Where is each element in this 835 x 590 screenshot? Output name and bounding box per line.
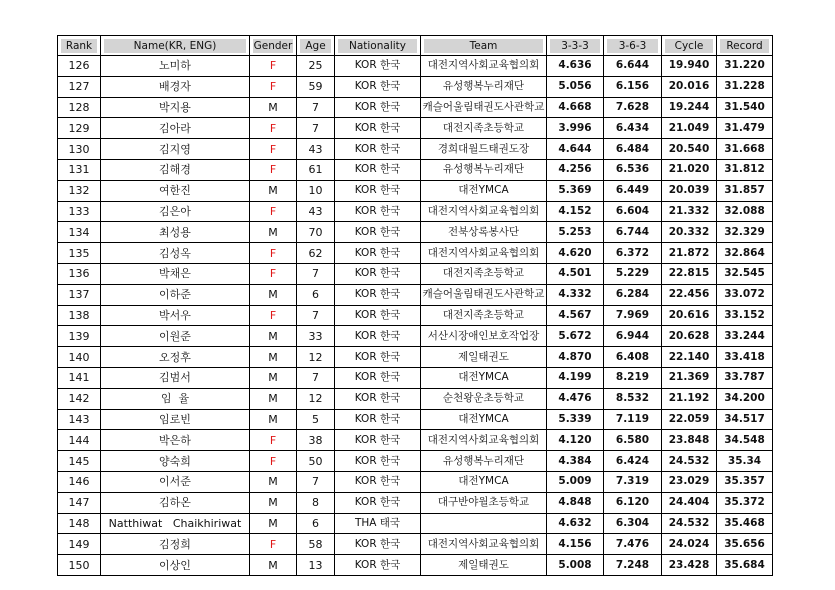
name-cell: 김범서 — [101, 367, 250, 388]
split-363-cell: 6.372 — [604, 243, 662, 264]
rank-cell: 139 — [58, 326, 101, 347]
gender-cell: F — [250, 56, 297, 77]
table-row — [58, 76, 773, 97]
cycle-cell: 21.192 — [662, 388, 717, 409]
split-363-cell: 5.229 — [604, 263, 662, 284]
table-row — [58, 471, 773, 492]
nationality-cell: KOR 한국 — [335, 326, 421, 347]
table-row — [58, 367, 773, 388]
record-cell: 31.479 — [717, 118, 773, 139]
gender-cell: F — [250, 139, 297, 160]
table-row — [58, 263, 773, 284]
team-cell: 대전지족초등학교 — [421, 118, 547, 139]
cycle-cell: 21.369 — [662, 367, 717, 388]
split-333-cell: 5.008 — [547, 555, 604, 576]
nationality-cell: KOR 한국 — [335, 263, 421, 284]
header-cell — [717, 36, 773, 56]
team-cell: 대구반야월초등학교 — [421, 492, 547, 513]
split-333-cell: 5.339 — [547, 409, 604, 430]
table-row — [58, 222, 773, 243]
team-cell: 유성행복누리재단 — [421, 451, 547, 472]
header-cell — [662, 36, 717, 56]
record-cell: 32.329 — [717, 222, 773, 243]
nationality-cell: KOR 한국 — [335, 139, 421, 160]
rank-cell: 138 — [58, 305, 101, 326]
table-row — [58, 326, 773, 347]
header-cell — [101, 36, 250, 56]
rank-cell: 141 — [58, 367, 101, 388]
cycle-cell: 22.059 — [662, 409, 717, 430]
split-333-cell: 4.384 — [547, 451, 604, 472]
split-363-cell: 6.536 — [604, 159, 662, 180]
record-cell: 33.152 — [717, 305, 773, 326]
team-cell: 대전지역사회교육협의회 — [421, 534, 547, 555]
header-cell — [58, 36, 101, 56]
name-cell: 최성용 — [101, 222, 250, 243]
rank-cell: 126 — [58, 56, 101, 77]
record-cell: 32.088 — [717, 201, 773, 222]
table-row — [58, 347, 773, 368]
table-row — [58, 56, 773, 77]
rank-cell: 130 — [58, 139, 101, 160]
split-333-cell: 4.476 — [547, 388, 604, 409]
table-row — [58, 534, 773, 555]
nationality-cell: KOR 한국 — [335, 409, 421, 430]
header-cell — [250, 36, 297, 56]
age-cell: 13 — [297, 555, 335, 576]
cycle-cell: 24.532 — [662, 513, 717, 534]
split-333-cell: 4.152 — [547, 201, 604, 222]
header-record: Record — [720, 39, 769, 53]
rank-cell: 144 — [58, 430, 101, 451]
rank-cell: 137 — [58, 284, 101, 305]
split-333-cell: 5.672 — [547, 326, 604, 347]
record-cell: 31.812 — [717, 159, 773, 180]
table-row — [58, 243, 773, 264]
team-cell: 대전YMCA — [421, 471, 547, 492]
age-cell: 25 — [297, 56, 335, 77]
header-333: 3-3-3 — [550, 39, 600, 53]
cycle-cell: 22.815 — [662, 263, 717, 284]
age-cell: 7 — [297, 97, 335, 118]
header-cell — [604, 36, 662, 56]
split-333-cell: 4.632 — [547, 513, 604, 534]
cycle-cell: 22.140 — [662, 347, 717, 368]
nationality-cell: KOR 한국 — [335, 97, 421, 118]
cycle-cell: 23.029 — [662, 471, 717, 492]
team-cell: 대전지역사회교육협의회 — [421, 430, 547, 451]
record-cell: 31.857 — [717, 180, 773, 201]
split-333-cell: 4.156 — [547, 534, 604, 555]
name-cell: 김아라 — [101, 118, 250, 139]
gender-cell: M — [250, 326, 297, 347]
split-363-cell: 6.408 — [604, 347, 662, 368]
name-cell: 김지영 — [101, 139, 250, 160]
name-cell: 여한진 — [101, 180, 250, 201]
split-333-cell: 4.870 — [547, 347, 604, 368]
team-cell: 서산시장애인보호작업장 — [421, 326, 547, 347]
name-cell: 김성옥 — [101, 243, 250, 264]
nationality-cell: KOR 한국 — [335, 159, 421, 180]
record-cell: 31.540 — [717, 97, 773, 118]
split-363-cell: 6.120 — [604, 492, 662, 513]
team-cell: 대전지족초등학교 — [421, 263, 547, 284]
split-363-cell: 8.219 — [604, 367, 662, 388]
nationality-cell: KOR 한국 — [335, 492, 421, 513]
split-363-cell: 6.944 — [604, 326, 662, 347]
table-body — [58, 56, 773, 576]
name-cell: 이상인 — [101, 555, 250, 576]
cycle-cell: 21.049 — [662, 118, 717, 139]
split-333-cell: 5.009 — [547, 471, 604, 492]
header-cell — [421, 36, 547, 56]
cycle-cell: 21.020 — [662, 159, 717, 180]
name-cell: 노미하 — [101, 56, 250, 77]
gender-cell: M — [250, 284, 297, 305]
record-cell: 35.34 — [717, 451, 773, 472]
age-cell: 7 — [297, 305, 335, 326]
nationality-cell: KOR 한국 — [335, 534, 421, 555]
team-cell: 경희대월드태권도장 — [421, 139, 547, 160]
team-cell — [421, 513, 547, 534]
rank-cell: 128 — [58, 97, 101, 118]
cycle-cell: 20.616 — [662, 305, 717, 326]
split-333-cell: 4.848 — [547, 492, 604, 513]
team-cell: 순천왕운초등학교 — [421, 388, 547, 409]
gender-cell: M — [250, 180, 297, 201]
age-cell: 7 — [297, 471, 335, 492]
name-cell: 김정희 — [101, 534, 250, 555]
record-cell: 31.220 — [717, 56, 773, 77]
gender-cell: F — [250, 263, 297, 284]
rank-cell: 135 — [58, 243, 101, 264]
table-row — [58, 492, 773, 513]
split-333-cell: 4.567 — [547, 305, 604, 326]
name-cell: 김은아 — [101, 201, 250, 222]
gender-cell: M — [250, 555, 297, 576]
nationality-cell: KOR 한국 — [335, 367, 421, 388]
name-cell: 이원준 — [101, 326, 250, 347]
age-cell: 7 — [297, 118, 335, 139]
gender-cell: M — [250, 347, 297, 368]
gender-cell: F — [250, 243, 297, 264]
team-cell: 대전지족초등학교 — [421, 305, 547, 326]
team-cell: 유성행복누리재단 — [421, 76, 547, 97]
gender-cell: F — [250, 305, 297, 326]
team-cell: 제일태권도 — [421, 347, 547, 368]
name-cell: 박채은 — [101, 263, 250, 284]
nationality-cell: KOR 한국 — [335, 56, 421, 77]
split-333-cell: 5.056 — [547, 76, 604, 97]
split-333-cell: 4.668 — [547, 97, 604, 118]
age-cell: 58 — [297, 534, 335, 555]
record-cell: 31.668 — [717, 139, 773, 160]
nationality-cell: KOR 한국 — [335, 118, 421, 139]
gender-cell: M — [250, 513, 297, 534]
age-cell: 12 — [297, 388, 335, 409]
cycle-cell: 21.872 — [662, 243, 717, 264]
cycle-cell: 21.332 — [662, 201, 717, 222]
split-363-cell: 7.119 — [604, 409, 662, 430]
table-row — [58, 180, 773, 201]
table-row — [58, 201, 773, 222]
record-cell: 32.545 — [717, 263, 773, 284]
split-363-cell: 7.476 — [604, 534, 662, 555]
gender-cell: F — [250, 201, 297, 222]
split-363-cell: 6.304 — [604, 513, 662, 534]
split-333-cell: 4.501 — [547, 263, 604, 284]
age-cell: 12 — [297, 347, 335, 368]
cycle-cell: 24.404 — [662, 492, 717, 513]
header-cell — [335, 36, 421, 56]
table-row — [58, 305, 773, 326]
age-cell: 7 — [297, 367, 335, 388]
table-row — [58, 555, 773, 576]
split-333-cell: 5.369 — [547, 180, 604, 201]
cycle-cell: 20.016 — [662, 76, 717, 97]
name-cell: 오정후 — [101, 347, 250, 368]
rank-cell: 142 — [58, 388, 101, 409]
split-333-cell: 4.620 — [547, 243, 604, 264]
split-333-cell: 5.253 — [547, 222, 604, 243]
cycle-cell: 24.024 — [662, 534, 717, 555]
record-cell: 34.517 — [717, 409, 773, 430]
nationality-cell: KOR 한국 — [335, 471, 421, 492]
table-row — [58, 451, 773, 472]
nationality-cell: KOR 한국 — [335, 305, 421, 326]
split-363-cell: 6.484 — [604, 139, 662, 160]
nationality-cell: KOR 한국 — [335, 284, 421, 305]
rank-cell: 132 — [58, 180, 101, 201]
gender-cell: M — [250, 97, 297, 118]
record-cell: 34.200 — [717, 388, 773, 409]
cycle-cell: 20.332 — [662, 222, 717, 243]
name-cell: 이서준 — [101, 471, 250, 492]
table-row — [58, 159, 773, 180]
team-cell: 제일태권도 — [421, 555, 547, 576]
ranking-table — [57, 35, 773, 576]
gender-cell: F — [250, 430, 297, 451]
team-cell: 대전지역사회교육협의회 — [421, 243, 547, 264]
header-rank: Rank — [61, 39, 97, 53]
nationality-cell: KOR 한국 — [335, 243, 421, 264]
age-cell: 61 — [297, 159, 335, 180]
age-cell: 5 — [297, 409, 335, 430]
split-363-cell: 6.284 — [604, 284, 662, 305]
split-363-cell: 6.156 — [604, 76, 662, 97]
header-name: Name(KR, ENG) — [104, 39, 246, 53]
gender-cell: M — [250, 409, 297, 430]
table-row — [58, 139, 773, 160]
nationality-cell: KOR 한국 — [335, 430, 421, 451]
split-363-cell: 6.604 — [604, 201, 662, 222]
nationality-cell: KOR 한국 — [335, 347, 421, 368]
rank-cell: 136 — [58, 263, 101, 284]
header-cell — [297, 36, 335, 56]
team-cell: 대전YMCA — [421, 409, 547, 430]
split-363-cell: 7.969 — [604, 305, 662, 326]
split-333-cell: 4.636 — [547, 56, 604, 77]
name-cell: 배경자 — [101, 76, 250, 97]
record-cell: 35.372 — [717, 492, 773, 513]
gender-cell: F — [250, 159, 297, 180]
split-333-cell: 4.120 — [547, 430, 604, 451]
age-cell: 43 — [297, 201, 335, 222]
team-cell: 전북상록봉사단 — [421, 222, 547, 243]
record-cell: 35.468 — [717, 513, 773, 534]
rank-cell: 146 — [58, 471, 101, 492]
split-363-cell: 7.319 — [604, 471, 662, 492]
age-cell: 6 — [297, 284, 335, 305]
split-333-cell: 4.332 — [547, 284, 604, 305]
name-cell: Natthiwat Chaikhiriwat — [101, 513, 250, 534]
gender-cell: M — [250, 471, 297, 492]
name-cell: 박서우 — [101, 305, 250, 326]
age-cell: 62 — [297, 243, 335, 264]
record-cell: 33.072 — [717, 284, 773, 305]
rank-cell: 133 — [58, 201, 101, 222]
cycle-cell: 23.848 — [662, 430, 717, 451]
cycle-cell: 20.039 — [662, 180, 717, 201]
record-cell: 34.548 — [717, 430, 773, 451]
rank-cell: 131 — [58, 159, 101, 180]
name-cell: 이하준 — [101, 284, 250, 305]
team-cell: 캐슬어울림태권도사관학교 — [421, 97, 547, 118]
header-cycle: Cycle — [665, 39, 713, 53]
split-363-cell: 7.628 — [604, 97, 662, 118]
nationality-cell: KOR 한국 — [335, 180, 421, 201]
split-363-cell: 6.434 — [604, 118, 662, 139]
table-row — [58, 97, 773, 118]
gender-cell: M — [250, 388, 297, 409]
rank-cell: 143 — [58, 409, 101, 430]
table-row — [58, 430, 773, 451]
table-row — [58, 513, 773, 534]
team-cell: 대전YMCA — [421, 367, 547, 388]
header-363: 3-6-3 — [607, 39, 658, 53]
rank-cell: 150 — [58, 555, 101, 576]
split-333-cell: 4.256 — [547, 159, 604, 180]
nationality-cell: THA 태국 — [335, 513, 421, 534]
split-363-cell: 6.424 — [604, 451, 662, 472]
header-cell — [547, 36, 604, 56]
age-cell: 70 — [297, 222, 335, 243]
age-cell: 50 — [297, 451, 335, 472]
gender-cell: F — [250, 118, 297, 139]
gender-cell: M — [250, 492, 297, 513]
split-333-cell: 4.199 — [547, 367, 604, 388]
name-cell: 김해경 — [101, 159, 250, 180]
header-age: Age — [300, 39, 331, 53]
rank-cell: 140 — [58, 347, 101, 368]
nationality-cell: KOR 한국 — [335, 201, 421, 222]
split-363-cell: 6.744 — [604, 222, 662, 243]
name-cell: 양숙희 — [101, 451, 250, 472]
nationality-cell: KOR 한국 — [335, 388, 421, 409]
age-cell: 59 — [297, 76, 335, 97]
nationality-cell: KOR 한국 — [335, 451, 421, 472]
team-cell: 유성행복누리재단 — [421, 159, 547, 180]
record-cell: 31.228 — [717, 76, 773, 97]
rank-cell: 134 — [58, 222, 101, 243]
record-cell: 35.656 — [717, 534, 773, 555]
table-row — [58, 118, 773, 139]
age-cell: 7 — [297, 263, 335, 284]
name-cell: 임로빈 — [101, 409, 250, 430]
gender-cell: M — [250, 222, 297, 243]
table-row — [58, 388, 773, 409]
gender-cell: F — [250, 534, 297, 555]
age-cell: 10 — [297, 180, 335, 201]
header-gender: Gender — [253, 39, 293, 52]
record-cell: 35.684 — [717, 555, 773, 576]
cycle-cell: 19.940 — [662, 56, 717, 77]
cycle-cell: 20.628 — [662, 326, 717, 347]
rank-cell: 147 — [58, 492, 101, 513]
rank-cell: 127 — [58, 76, 101, 97]
cycle-cell: 24.532 — [662, 451, 717, 472]
table-row — [58, 284, 773, 305]
header-row — [58, 36, 773, 56]
table-row — [58, 409, 773, 430]
split-363-cell: 8.532 — [604, 388, 662, 409]
split-363-cell: 6.449 — [604, 180, 662, 201]
rank-cell: 149 — [58, 534, 101, 555]
age-cell: 33 — [297, 326, 335, 347]
record-cell: 33.244 — [717, 326, 773, 347]
split-363-cell: 6.644 — [604, 56, 662, 77]
nationality-cell: KOR 한국 — [335, 222, 421, 243]
gender-cell: F — [250, 76, 297, 97]
gender-cell: F — [250, 451, 297, 472]
name-cell: 김하온 — [101, 492, 250, 513]
team-cell: 대전YMCA — [421, 180, 547, 201]
split-363-cell: 7.248 — [604, 555, 662, 576]
name-cell: 박지용 — [101, 97, 250, 118]
age-cell: 38 — [297, 430, 335, 451]
age-cell: 8 — [297, 492, 335, 513]
record-cell: 35.357 — [717, 471, 773, 492]
age-cell: 43 — [297, 139, 335, 160]
record-cell: 32.864 — [717, 243, 773, 264]
cycle-cell: 20.540 — [662, 139, 717, 160]
gender-cell: M — [250, 367, 297, 388]
nationality-cell: KOR 한국 — [335, 76, 421, 97]
split-333-cell: 4.644 — [547, 139, 604, 160]
team-cell: 캐슬어울림태권도사관학교 — [421, 284, 547, 305]
header-nationality: Nationality — [338, 39, 417, 53]
split-363-cell: 6.580 — [604, 430, 662, 451]
name-cell: 임 율 — [101, 388, 250, 409]
cycle-cell: 23.428 — [662, 555, 717, 576]
header-team: Team — [424, 39, 543, 53]
record-cell: 33.787 — [717, 367, 773, 388]
split-333-cell: 3.996 — [547, 118, 604, 139]
cycle-cell: 22.456 — [662, 284, 717, 305]
team-cell: 대전지역사회교육협의회 — [421, 201, 547, 222]
rank-cell: 145 — [58, 451, 101, 472]
rank-cell: 148 — [58, 513, 101, 534]
record-cell: 33.418 — [717, 347, 773, 368]
nationality-cell: KOR 한국 — [335, 555, 421, 576]
rank-cell: 129 — [58, 118, 101, 139]
age-cell: 6 — [297, 513, 335, 534]
name-cell: 박은하 — [101, 430, 250, 451]
cycle-cell: 19.244 — [662, 97, 717, 118]
team-cell: 대전지역사회교육협의회 — [421, 56, 547, 77]
